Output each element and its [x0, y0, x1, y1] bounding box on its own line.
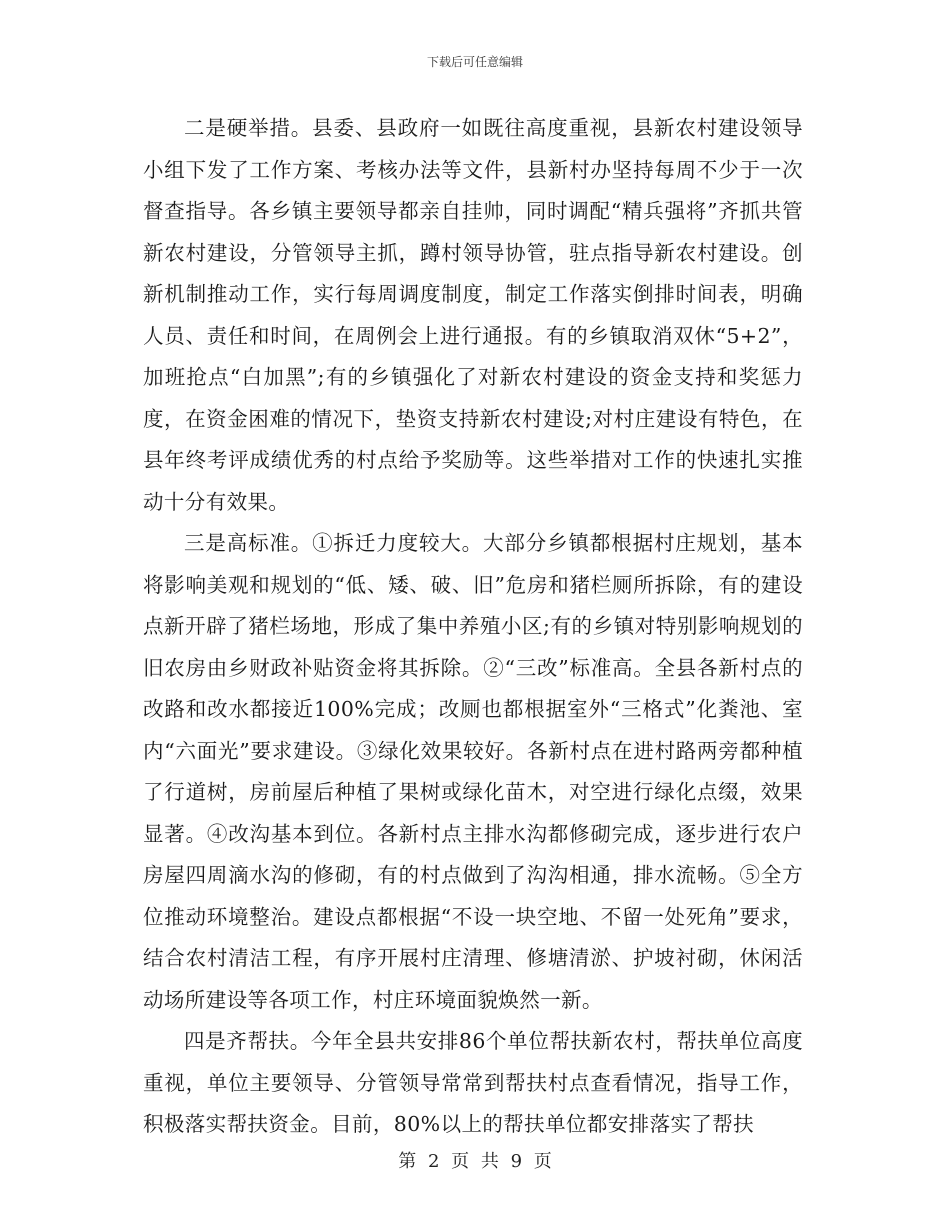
paragraph-standards: 三是高标准。①拆迁力度较大。大部分乡镇都根据村庄规划，基本将影响美观和规划的“低、矮、破、旧”危房和猪栏厕所拆除，有的建设点新开辟了猪栏场地，形成了集中养殖小区;有的乡镇对特别影响规划的旧农房由乡财政补贴资金将其拆除。②“三改”标准高。全县各新村点的改路和改水都接近100%完成；改厕也都根据室外“三格式”化粪池、室内“六面光”要求建设。③绿化效果较好。各新村点在进村路两旁都种植了行道树，房前屋后种植了果树或绿化苗木，对空进行绿化点缀，效果显著。④改沟基本到位。各新村点主排水沟都修砌完成，逐步进行农户房屋四周滴水沟的修砌，有的村点做到了沟沟相通，排水流畅。⑤全方位推动环境整治。建设点都根据“不设一块空地、不留一处死角”要求，结合农村清洁工程，有序开展村庄清理、修塘清淤、护坡衬砌，休闲活动场所建设等各项工作，村庄环境面貌焕然一新。: [143, 531, 803, 1012]
paragraph-assistance: 四是齐帮扶。今年全县共安排86个单位帮扶新农村，帮扶单位高度重视，单位主要领导、分管领导常常到帮扶村点查看情况，指导工作，积极落实帮扶资金。目前，80%以上的帮扶单位都安排落实了帮扶: [143, 1029, 803, 1136]
document-body: [143, 108, 803, 1146]
page-header-note: 下载后可任意编辑: [426, 55, 523, 69]
paragraph-measures: 二是硬举措。县委、县政府一如既往高度重视，县新农村建设领导小组下发了工作方案、考核办法等文件，县新村办坚持每周不少于一次督查指导。各乡镇主要领导都亲自挂帅，同时调配“精兵强将”齐抓共管新农村建设，分管领导主抓，蹲村领导协管，驻点指导新农村建设。创新机制推动工作，实行每周调度制度，制定工作落实倒排时间表，明确人员、责任和时间，在周例会上进行通报。有的乡镇取消双休“5+2”，加班抢点“白加黑”;有的乡镇强化了对新农村建设的资金支持和奖惩力度，在资金困难的情况下，垫资支持新农村建设;对村庄建设有特色，在县年终考评成绩优秀的村点给予奖励等。这些举措对工作的快速扎实推动十分有效果。: [143, 116, 803, 514]
page-number: 第 2 页 共 9 页: [398, 1151, 552, 1172]
